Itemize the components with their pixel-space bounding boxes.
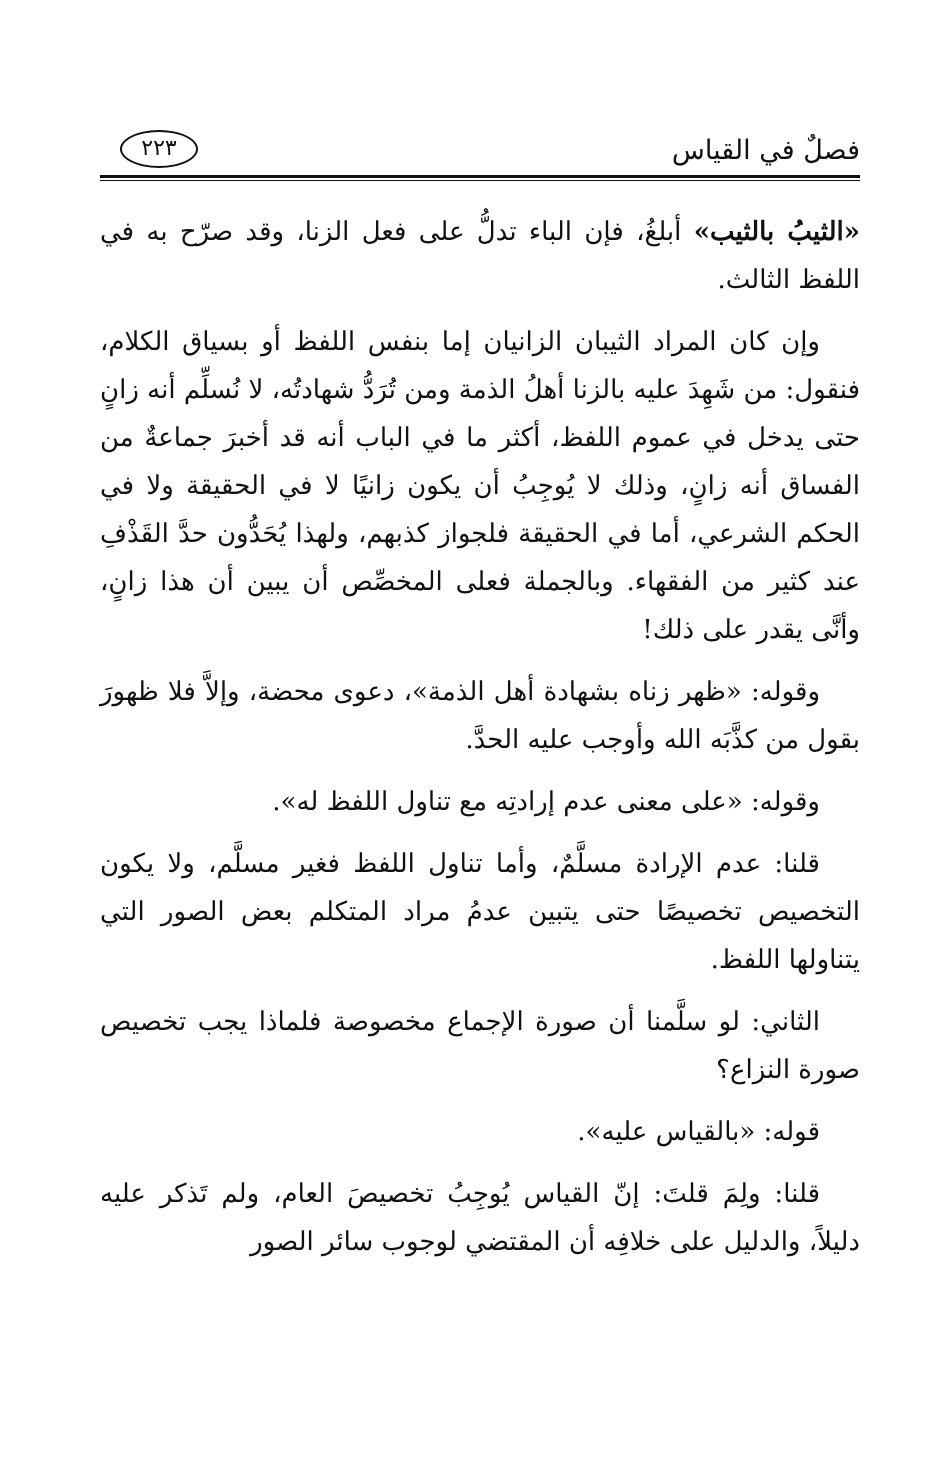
paragraph-1-text: أبلغُ، فإن الباء تدلُّ على فعل الزنا، وقد صرّح به في اللفظ الثالث. [100,217,860,295]
paragraph-5: قلنا: عدم الإرادة مسلَّمٌ، وأما تناول اللفظ فغير مسلَّم، ولا يكون التخصيص تخصيصًا حتى يتبين عدمُ مراد المتكلم بعض الصور التي يتناولها اللفظ. [100,849,860,975]
body-text [100,208,860,1266]
running-title: فصلٌ في القياس [671,135,860,166]
paragraph-6: الثاني: لو سلَّمنا أن صورة الإجماع مخصوصة فلماذا يجب تخصيص صورة النزاع؟ [100,1007,860,1085]
paragraph-8: قلنا: ولِمَ قلتَ: إنّ القياس يُوجِبُ تخصيصَ العام، ولم تَذكر عليه دليلاً، والدليل على خلافِه أن المقتضي لوجوب سائر الصور [100,1179,860,1257]
paragraph-1 [100,208,860,304]
paragraph-3: وقوله: «ظهر زناه بشهادة أهل الذمة»، دعوى محضة، وإلاَّ فلا ظهورَ بقول من كذَّبَه الله وأوجب عليه الحدَّ. [100,677,860,755]
paragraph-7: قوله: «بالقياس عليه». [577,1117,820,1147]
page-header [100,122,860,172]
quoted-phrase: «الثيبُ بالثيب» [693,217,860,247]
header-rule-thick [100,175,860,178]
paragraph-2: وإن كان المراد الثيبان الزانيان إما بنفس اللفظ أو بسياق الكلام، فنقول: من شَهِدَ عليه بالزنا أهلُ الذمة ومن تُرَدُّ شهادتُه، لا نُسلِّم أنه زانٍ حتى يدخل في عموم اللفظ، أكثر ما في الباب أنه قد أخبرَ جماعةٌ من الفساق أنه زانٍ، وذلك لا يُوجِبُ أن يكون زانيًا لا في الحقيقة ولا في الحكم الشرعي، أما في الحقيقة فلجواز كذبهم، ولهذا يُحَدُّون حدَّ القَذْفِ عند كثير من الفقهاء. وبالجملة فعلى المخصِّص أن يبين أن هذا زانٍ، وأنَّى يقدر على ذلك! [100,327,860,645]
header-rule-thin [100,180,860,181]
paragraph-4: وقوله: «على معنى عدم إرادتِه مع تناول اللفظ له». [272,787,820,817]
page-number-badge: ٢٢٣ [120,130,198,168]
